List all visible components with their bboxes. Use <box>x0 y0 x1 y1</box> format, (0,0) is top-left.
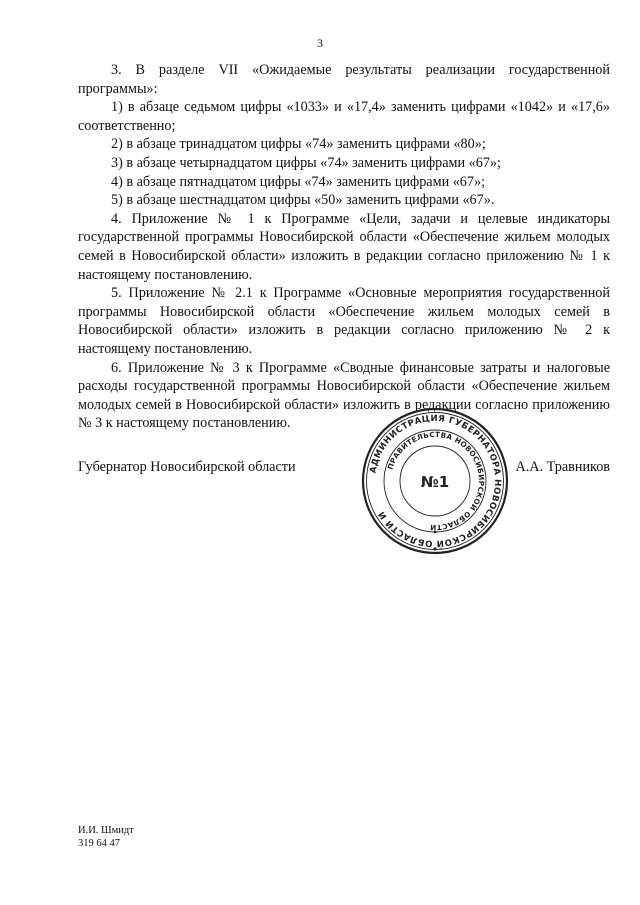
executor-phone: 319 64 47 <box>78 837 120 849</box>
executor-info <box>78 825 134 850</box>
paragraph-appendix-3: 6. Приложение № 3 к Программе «Сводные финансовые затраты и налоговые расходы государственной программы Новосибирской области «Обеспечение жильем молодых семей в Новосибирской области» изложить в редакции согласно приложению № 3 к настоящему постановлению. <box>78 359 610 432</box>
signatory-name: А.А. Травников <box>515 459 610 475</box>
paragraph-item-5: 5) в абзаце шестнадцатом цифры «50» заменить цифрами «67». <box>111 192 495 209</box>
executor-name: И.И. Шмидт <box>78 825 134 836</box>
document-body <box>78 61 610 433</box>
paragraph-item-4: 4) в абзаце пятнадцатом цифры «74» заменить цифрами «67»; <box>111 173 486 190</box>
official-stamp <box>359 405 511 557</box>
paragraph-item-3: 3) в абзаце четырнадцатом цифры «74» заменить цифрами «67»; <box>111 154 501 171</box>
page-number: 3 <box>317 36 323 50</box>
stamp-outer-text: АДМИНИСТРАЦИЯ ГУБЕРНАТОРА НОВОСИБИРСКОЙ ОБЛАСТИ И <box>368 413 503 549</box>
signatory-position: Губернатор Новосибирской области <box>78 459 296 475</box>
stamp-number: №1 <box>420 473 450 491</box>
paragraph-appendix-2-1: 5. Приложение № 2.1 к Программе «Основные мероприятия государственной программы Новосибирской области «Обеспечение жильем молодых семей в Новосибирской области» изложить в редакции согласно приложению № 2 к настоящему постановлению. <box>78 285 610 357</box>
signature-block <box>78 459 610 479</box>
paragraph-item-1: 1) в абзаце седьмом цифры «1033» и «17,4» заменить цифрами «1042» и «17,6» соответственно; <box>78 99 610 134</box>
paragraph-appendix-1: 4. Приложение № 1 к Программе «Цели, задачи и целевые индикаторы государственной программы Новосибирской области «Обеспечение жильем молодых семей в Новосибирской области» изложить в редакции согласно приложению № 1 к настоящему постановлению. <box>78 210 610 283</box>
paragraph-item-2: 2) в абзаце тринадцатом цифры «74» заменить цифрами «80»; <box>111 136 486 153</box>
paragraph-section-7: 3. В разделе VII «Ожидаемые результаты реализации государственной программы»: <box>78 62 610 97</box>
stamp-inner-text: ПРАВИТЕЛЬСТВА НОВОСИБИРСКОЙ ОБЛАСТИ <box>385 429 487 533</box>
